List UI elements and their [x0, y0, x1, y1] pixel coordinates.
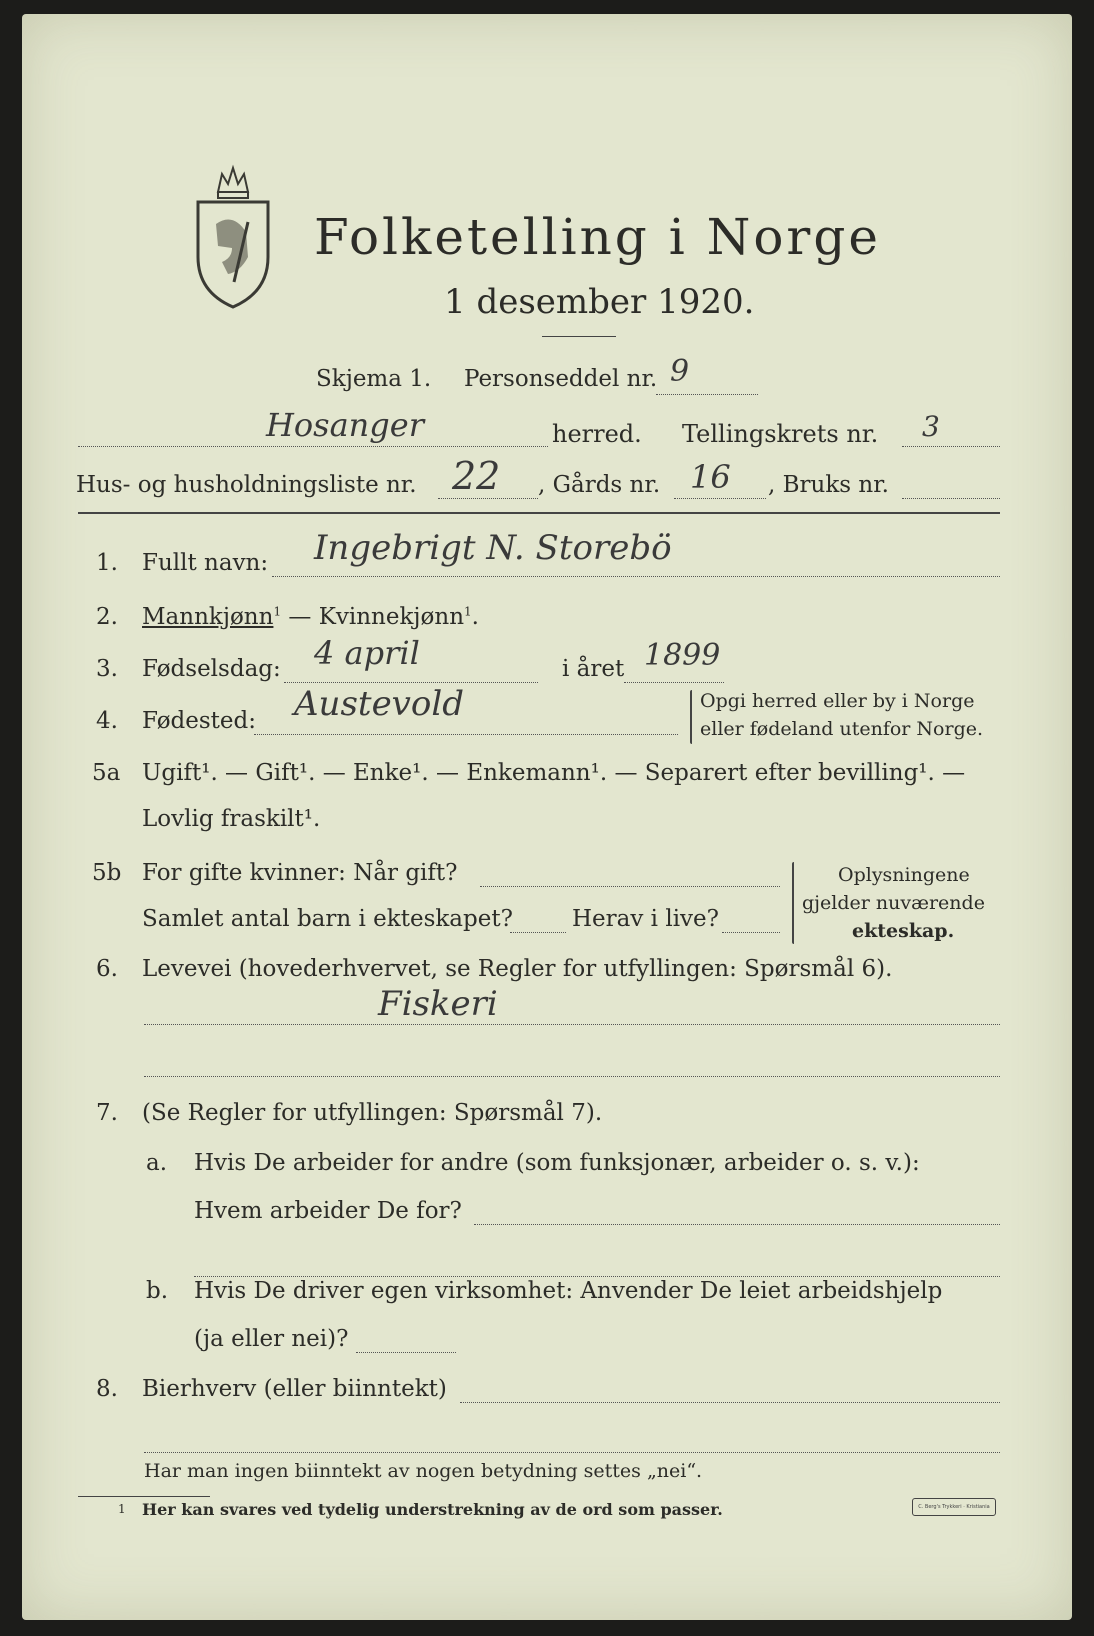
- coat-of-arms-icon: [188, 162, 278, 312]
- q7b-line2: (ja eller nei)?: [194, 1326, 349, 1352]
- q1-value: Ingebrigt N. Storebö: [314, 528, 672, 568]
- q4-note-brace: [690, 690, 692, 744]
- bruks-label: , Bruks nr.: [768, 472, 889, 498]
- q7-label: (Se Regler for utfyllingen: Spørsmål 7).: [142, 1100, 603, 1126]
- tellingskrets-label: Tellingskrets nr.: [682, 420, 879, 448]
- q6-number: 6.: [96, 956, 118, 982]
- husliste-value: 22: [452, 454, 501, 498]
- gards-field[interactable]: [674, 498, 766, 499]
- q1-field[interactable]: [272, 576, 1000, 577]
- census-form: [22, 14, 1072, 1620]
- q8-field-line2[interactable]: [144, 1452, 1000, 1453]
- printer-stamp: C. Berg's Trykkeri · Kristiania: [912, 1498, 996, 1516]
- herred-value: Hosanger: [266, 406, 424, 444]
- q1-number: 1.: [96, 550, 118, 576]
- gards-label: , Gårds nr.: [538, 472, 661, 498]
- q5a-options-line2[interactable]: Lovlig fraskilt¹.: [142, 806, 321, 832]
- q7a-line1: Hvis De arbeider for andre (som funksjonær, arbeider o. s. v.):: [194, 1150, 920, 1176]
- q2-number: 2.: [96, 604, 118, 630]
- q7a-line2: Hvem arbeider De for?: [194, 1198, 462, 1224]
- q4-label: Fødested:: [142, 708, 257, 734]
- q5a-number: 5a: [92, 760, 121, 786]
- q1-label: Fullt navn:: [142, 550, 269, 576]
- q4-field[interactable]: [254, 734, 678, 735]
- q3-year-field[interactable]: [624, 682, 724, 683]
- q7a-letter: a.: [146, 1150, 168, 1176]
- q5b-children-field[interactable]: [510, 932, 566, 933]
- q8-number: 8.: [96, 1376, 118, 1402]
- q6-field[interactable]: [144, 1024, 1000, 1025]
- title-underline: [542, 336, 616, 337]
- q4-note-line2: eller fødeland utenfor Norge.: [700, 718, 984, 740]
- q3-label: Fødselsdag:: [142, 656, 281, 682]
- footnote-mark: 1: [118, 1502, 126, 1516]
- personseddel-label: Personseddel nr.: [464, 366, 658, 392]
- q3-field[interactable]: [284, 682, 538, 683]
- q7-number: 7.: [96, 1100, 118, 1126]
- footnote-text: Her kan svares ved tydelig understrekning av de ord som passer.: [142, 1500, 723, 1519]
- q7a-field-line2[interactable]: [194, 1276, 1000, 1277]
- gards-value: 16: [690, 458, 731, 496]
- q2-female-option[interactable]: Kvinnekjønn: [318, 604, 465, 630]
- header-divider: [78, 512, 1000, 514]
- q5b-alive-field[interactable]: [722, 932, 780, 933]
- q3-number: 3.: [96, 656, 118, 682]
- skjema-label: Skjema 1.: [316, 366, 432, 392]
- q5b-note-line3: ekteskap.: [852, 920, 955, 942]
- tellingskrets-value: 3: [922, 410, 940, 443]
- q2-options: Mannkjønn$^1$ — Kvinnekjønn$^1$.: [142, 604, 479, 630]
- herred-field[interactable]: [78, 446, 548, 447]
- q5b-number: 5b: [92, 860, 122, 886]
- q3-year-value: 1899: [644, 638, 721, 673]
- nei-note: Har man ingen biinntekt av nogen betydning settes „nei“.: [144, 1460, 703, 1482]
- tellingskrets-field[interactable]: [902, 446, 1000, 447]
- q4-note-line1: Opgi herred eller by i Norge: [700, 690, 975, 712]
- personseddel-field[interactable]: [656, 394, 758, 395]
- q5b-children-label: Samlet antal barn i ekteskapet?: [142, 906, 513, 932]
- q3-year-label: i året: [562, 656, 625, 682]
- form-title: Folketelling i Norge: [314, 208, 881, 266]
- q6-value: Fiskeri: [378, 984, 498, 1024]
- q7b-line1: Hvis De driver egen virksomhet: Anvender De leiet arbeidshjelp: [194, 1278, 943, 1304]
- q7a-field[interactable]: [474, 1224, 1000, 1225]
- q4-number: 4.: [96, 708, 118, 734]
- q3-value: 4 april: [314, 634, 420, 672]
- q5b-line1-label: For gifte kvinner: Når gift?: [142, 860, 458, 886]
- q5b-note-brace: [792, 862, 794, 944]
- q7b-letter: b.: [146, 1278, 169, 1304]
- q5a-options[interactable]: Ugift¹. — Gift¹. — Enke¹. — Enkemann¹. — Separert efter bevilling¹. —: [142, 760, 966, 786]
- q5b-alive-label: Herav i live?: [572, 906, 719, 932]
- footnote-rule: [78, 1496, 210, 1497]
- q4-value: Austevold: [294, 684, 464, 724]
- q6-field-line2[interactable]: [144, 1076, 1000, 1077]
- q6-label: Levevei (hovederhvervet, se Regler for utfyllingen: Spørsmål 6).: [142, 956, 893, 982]
- bruks-field[interactable]: [902, 498, 1000, 499]
- husliste-field[interactable]: [438, 498, 538, 499]
- q5b-when-married-field[interactable]: [480, 886, 780, 887]
- q8-field[interactable]: [460, 1402, 1000, 1403]
- husliste-label: Hus- og husholdningsliste nr.: [76, 472, 417, 498]
- census-date: 1 desember 1920.: [444, 282, 755, 322]
- q2-male-option[interactable]: Mannkjønn: [142, 604, 274, 630]
- q8-label: Bierhverv (eller biinntekt): [142, 1376, 447, 1402]
- q7b-field[interactable]: [356, 1352, 456, 1353]
- personseddel-value: 9: [670, 354, 690, 389]
- q5b-note-line2: gjelder nuværende: [802, 892, 985, 914]
- q5b-note-line1: Oplysningene: [838, 864, 970, 886]
- herred-label: herred.: [552, 420, 642, 448]
